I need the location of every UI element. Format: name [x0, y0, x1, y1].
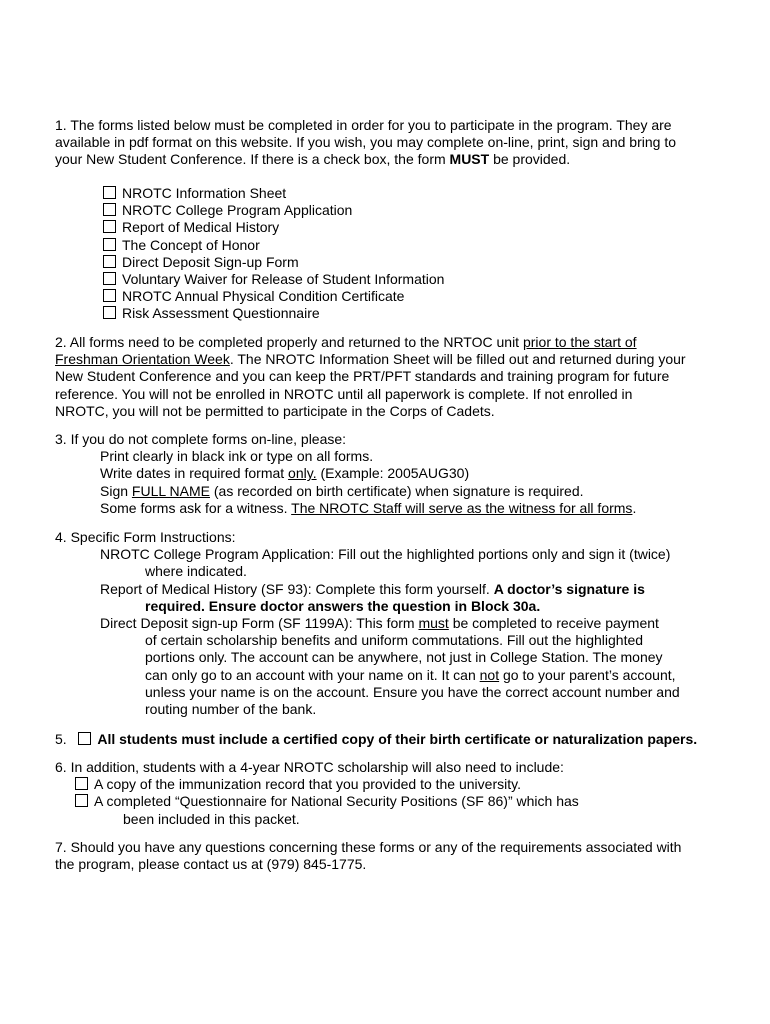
underlined-text: The NROTC Staff will serve as the witness for all forms — [291, 499, 633, 516]
section-2-line-1-text: 2. All forms need to be completed properly and returned to the NRTOC unit — [55, 334, 523, 350]
section-4-line-9-end: go to your parent’s account, — [499, 666, 676, 683]
checklist-item — [55, 776, 725, 793]
checkbox[interactable] — [103, 272, 116, 285]
underlined-text: must — [418, 614, 449, 631]
section-6-line-4: been included in this packet. — [123, 810, 300, 827]
section-2-line-5: NROTC, you will not be permitted to participate in the Corps of Cadets. — [55, 402, 495, 419]
section-2 — [55, 334, 725, 420]
section-7-line-1: 7. Should you have any questions concerning these forms or any of the requirements associated with — [55, 839, 682, 855]
section-3-line-5-text: Some forms ask for a witness. — [100, 499, 292, 516]
section-6 — [55, 759, 725, 828]
checklist-item-label: A completed “Questionnaire for National Security Positions (SF 86)” which has — [94, 793, 579, 810]
checkbox[interactable] — [75, 794, 88, 807]
section-3-line-2: Print clearly in black ink or type on all forms. — [100, 448, 374, 465]
section-4-line-6-end: be completed to receive payment — [448, 614, 659, 631]
section-3-line-1: 3. If you do not complete forms on-line, please: — [55, 431, 347, 447]
underlined-text: only. — [288, 465, 317, 482]
section-7-line-2: the program, please contact us at (979) 845-1775. — [55, 856, 367, 873]
section-4-line-6 — [55, 615, 725, 632]
bold-text: A doctor’s signature is — [493, 580, 645, 597]
checklist-item — [55, 185, 725, 202]
forms-checklist — [55, 185, 725, 323]
section-3-line-4 — [55, 483, 725, 500]
checklist-item-label: NROTC College Program Application — [122, 202, 353, 219]
section-4-line-8: portions only. The account can be anywhere, not just in College Station. The money — [145, 649, 663, 666]
section-5 — [55, 731, 725, 748]
underlined-text: FULL NAME — [131, 482, 210, 499]
section-3-line-3-end: (Example: 2005AUG30) — [316, 465, 470, 482]
section-4-line-4-text: Report of Medical History (SF 93): Complete this form yourself. — [100, 580, 494, 597]
section-4-line-5 — [55, 598, 725, 615]
checkbox[interactable] — [78, 732, 91, 745]
bold-text: required. Ensure doctor answers the question in Block 30a. — [145, 597, 541, 614]
section-3-line-3-text: Write dates in required format — [100, 465, 289, 482]
section-2-line-2 — [55, 351, 725, 368]
section-1-line-1: 1. The forms listed below must be completed in order for you to participate in the program. They are — [55, 117, 672, 133]
section-3-line-4-end: (as recorded on birth certificate) when signature is required. — [209, 482, 584, 499]
section-7 — [55, 839, 725, 873]
checkbox[interactable] — [103, 289, 116, 302]
section-1-line-2: available in pdf format on this website. If you wish, you may complete on-line, print, sign and bring to — [55, 134, 676, 151]
checkbox[interactable] — [103, 203, 116, 216]
underlined-text: prior to the start of — [522, 334, 637, 350]
section-1-line-3 — [55, 151, 725, 168]
section-4-line-6-text: Direct Deposit sign-up Form (SF 1199A): This form — [100, 614, 419, 631]
checkbox[interactable] — [103, 255, 116, 268]
section-1-line-3-end: be provided. — [489, 151, 571, 168]
section-2-line-1 — [55, 334, 725, 351]
section-1-line-3-text: your New Student Conference. If there is a check box, the form — [55, 151, 450, 168]
checklist-item — [55, 288, 725, 305]
checkbox[interactable] — [103, 238, 116, 251]
checklist-item-label: Voluntary Waiver for Release of Student Information — [122, 270, 445, 287]
section-4-line-2: NROTC College Program Application: Fill out the highlighted portions only and sign it (twice) — [100, 546, 671, 563]
checklist-item — [55, 271, 725, 288]
section-6-line-1: 6. In addition, students with a 4-year NROTC scholarship will also need to include: — [55, 759, 564, 775]
section-2-line-2-text: . The NROTC Information Sheet will be filled out and returned during your — [229, 351, 686, 368]
section-4-line-7: of certain scholarship benefits and uniform commutations. Fill out the highlighted — [145, 632, 644, 649]
section-4-line-11: routing number of the bank. — [145, 700, 317, 717]
checklist-item — [55, 237, 725, 254]
section-4-line-1: 4. Specific Form Instructions: — [55, 529, 236, 545]
checklist-item-label: Direct Deposit Sign-up Form — [122, 253, 299, 270]
section-3 — [55, 431, 725, 517]
section-4-line-10: unless your name is on the account. Ensure you have the correct account number and — [145, 683, 680, 700]
checklist-item — [55, 219, 725, 236]
checklist-item-label: NROTC Annual Physical Condition Certificate — [122, 288, 405, 305]
section-4-line-9-text: can only go to an account with your name on it. It can — [145, 666, 480, 683]
section-4-line-4 — [55, 581, 725, 598]
section-3-line-5 — [55, 500, 725, 517]
checklist-item — [55, 254, 725, 271]
checklist-item-label: The Concept of Honor — [122, 236, 260, 253]
must-emphasis: MUST — [449, 151, 490, 168]
checkbox[interactable] — [103, 220, 116, 233]
underlined-text: Freshman Orientation Week — [55, 351, 230, 368]
checklist-item — [55, 305, 725, 322]
section-1 — [55, 117, 725, 169]
checklist-item — [55, 793, 725, 810]
checkbox[interactable] — [75, 777, 88, 790]
section-3-line-4-text: Sign — [100, 482, 132, 499]
checkbox[interactable] — [103, 306, 116, 319]
checklist-item — [55, 202, 725, 219]
section-4 — [55, 529, 725, 718]
checklist-item-label: A copy of the immunization record that you provided to the university. — [94, 776, 521, 793]
underlined-text: not — [479, 666, 500, 683]
section-3-line-3 — [55, 465, 725, 482]
bold-text: All students must include a certified copy of their birth certificate or naturalization papers. — [97, 731, 698, 747]
checklist-item-label: NROTC Information Sheet — [122, 185, 287, 201]
section-2-line-4: reference. You will not be enrolled in NROTC until all paperwork is complete. If not enrolled in — [55, 385, 633, 402]
section-5-line — [55, 731, 725, 748]
section-4-line-3: where indicated. — [145, 563, 247, 580]
section-4-line-9 — [55, 667, 725, 684]
checkbox[interactable] — [103, 186, 116, 199]
checklist-item-label: Risk Assessment Questionnaire — [122, 305, 320, 322]
checklist-item-label: Report of Medical History — [122, 219, 280, 236]
section-2-line-3: New Student Conference and you can keep the PRT/PFT standards and training program for future — [55, 368, 670, 385]
section-3-line-5-end: . — [632, 499, 637, 516]
section-5-number: 5. — [55, 731, 67, 747]
